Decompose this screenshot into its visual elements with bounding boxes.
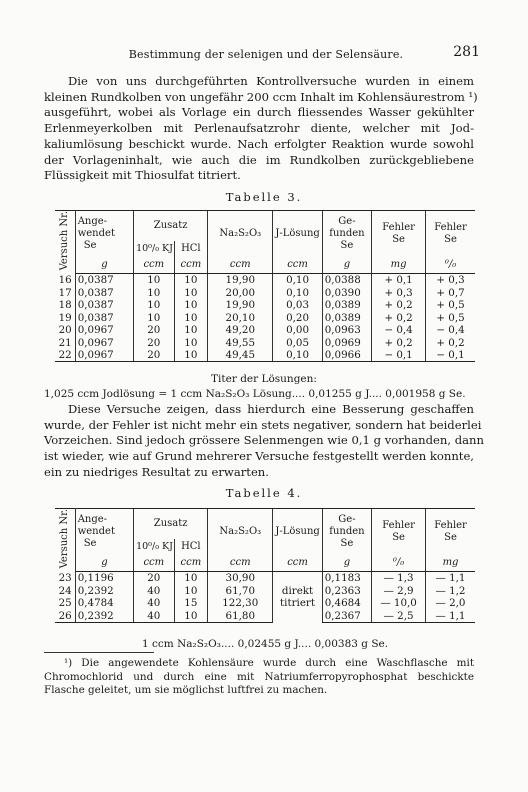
- table-cell: 0,0387: [75, 311, 133, 324]
- paragraph-discussion: [44, 402, 484, 481]
- table-cell: — 2,5: [372, 609, 426, 622]
- unit-cell: ccm: [208, 257, 273, 274]
- row-number: 25: [55, 597, 75, 610]
- table4: [55, 508, 475, 623]
- table-cell: 0,2363: [322, 584, 371, 597]
- text-line: wurde, der Fehler ist nicht mehr ein stets negativer, sondern hat beiderlei: [44, 417, 482, 432]
- text-line: Vorzeichen. Sind jedoch grössere Selenmengen wie 0,1 g vorhanden, dann: [44, 433, 484, 448]
- footnote: [44, 657, 474, 698]
- table-cell: + 0,2: [372, 336, 426, 349]
- header-fehler-se: Fehler Se: [372, 211, 426, 257]
- table-cell: 0,1183: [322, 571, 371, 584]
- header-hcl: HCl: [174, 539, 208, 555]
- table-cell: 40: [134, 597, 174, 610]
- unit-cell: g: [322, 555, 371, 572]
- table-row: [55, 349, 475, 362]
- table-row: [55, 571, 475, 584]
- row-number: 21: [55, 336, 75, 349]
- unit-cell: ccm: [134, 257, 174, 274]
- footnote-line: ¹) Die angewendete Kohlensäure wurde durch eine Waschflasche mit: [64, 657, 474, 669]
- table-cell: 10: [174, 349, 208, 362]
- table-cell: 0,05: [273, 336, 322, 349]
- table-cell: + 0,5: [426, 299, 475, 312]
- table-cell: 61,70: [208, 584, 273, 597]
- header-angewendet: Ange- wendet Se: [75, 509, 133, 555]
- footnote-divider: [44, 652, 154, 653]
- table-cell: 0,10: [273, 273, 322, 286]
- table-cell: 0,0963: [322, 324, 371, 337]
- table-cell: 10: [134, 299, 174, 312]
- text-line: ausgeführt, wobei als Vorlage ein durch fliessendes Wasser gekühlter: [44, 105, 474, 120]
- table-cell: 0,0969: [322, 336, 371, 349]
- table-cell: 49,55: [208, 336, 273, 349]
- header-jlos: J-Lösung: [273, 211, 322, 257]
- table-cell: 0,0390: [322, 286, 371, 299]
- table-row: [55, 299, 475, 312]
- header-gefunden: Ge- funden Se: [322, 211, 371, 257]
- table-cell: 0,0387: [75, 273, 133, 286]
- table-cell: 20: [134, 324, 174, 337]
- table-cell: + 0,2: [426, 336, 475, 349]
- text-line: ein zu niedriges Resultat zu erwarten.: [44, 464, 269, 479]
- unit-cell: mg: [426, 555, 475, 572]
- table-cell: − 0,4: [372, 324, 426, 337]
- table-cell: + 0,2: [372, 299, 426, 312]
- row-number: 18: [55, 299, 75, 312]
- running-title: Bestimmung der selenigen und der Selensäure.: [128, 48, 404, 61]
- table-cell: 10: [134, 311, 174, 324]
- table-cell: 0,0967: [75, 349, 133, 362]
- footnote-line: Flasche geleitet, um sie möglichst luftfrei zu machen.: [44, 684, 328, 696]
- table-cell: 10: [134, 286, 174, 299]
- table-cell: 0,20: [273, 311, 322, 324]
- table-cell: 15: [174, 597, 208, 610]
- table-cell: 0,0387: [75, 299, 133, 312]
- table-cell: — 1,1: [426, 609, 475, 622]
- page-number: 281: [453, 44, 480, 60]
- header-zusatz: Zusatz: [134, 211, 208, 241]
- header-hcl: HCl: [174, 241, 208, 257]
- unit-cell: ccm: [134, 555, 174, 572]
- text-line: kleinen Rundkolben von ungefähr 200 ccm Inhalt im Kohlensäurestrom ¹): [44, 89, 478, 104]
- table-row: [55, 597, 475, 610]
- table-cell: 0,0388: [322, 273, 371, 286]
- table-cell: + 0,7: [426, 286, 475, 299]
- table-cell: + 0,5: [426, 311, 475, 324]
- table-cell: — 2,0: [426, 597, 475, 610]
- table-cell: 40: [134, 584, 174, 597]
- unit-cell: g: [322, 257, 371, 274]
- row-number: 16: [55, 273, 75, 286]
- table-cell: 10: [174, 273, 208, 286]
- table-cell: + 0,1: [372, 273, 426, 286]
- table-row: [55, 609, 475, 622]
- unit-cell: g: [75, 555, 133, 572]
- unit-cell: ccm: [273, 257, 322, 274]
- text-line: Die von uns durchgeführten Kontrollversuche wurden in einem: [68, 74, 474, 88]
- table-cell: — 10,0: [372, 597, 426, 610]
- table-cell: 0,10: [273, 349, 322, 362]
- table-row: [55, 273, 475, 286]
- unit-cell: ccm: [174, 257, 208, 274]
- header-fehler-pct: Fehler Se: [372, 509, 426, 555]
- header-thio: Na₂S₂O₃: [208, 509, 273, 555]
- jlos-note: direkt titriert: [273, 571, 322, 622]
- text-line: der Vorlageninhalt, wie auch die im Rundkolben zurückgebliebene: [44, 152, 474, 167]
- unit-cell: ⁰/₀: [372, 555, 426, 572]
- table-cell: 20,10: [208, 311, 273, 324]
- header-versuch: Versuch Nr.: [55, 211, 75, 274]
- header-angewendet: Ange- wendet Se: [75, 211, 133, 257]
- titer-line: 1 ccm Na₂S₂O₃.... 0,02455 g J.... 0,00383 g Se.: [142, 638, 389, 650]
- table-cell: 10: [174, 299, 208, 312]
- row-number: 19: [55, 311, 75, 324]
- text-line: Erlenmeyerkolben mit Perlenaufsatzrohr diente, welcher mit Jod-: [44, 121, 474, 136]
- table-cell: 10: [174, 609, 208, 622]
- table-cell: 0,0389: [322, 311, 371, 324]
- table-cell: 10: [134, 273, 174, 286]
- table-cell: 20: [134, 571, 174, 584]
- table-cell: 10: [174, 584, 208, 597]
- unit-cell: g: [75, 257, 133, 274]
- table-cell: 49,45: [208, 349, 273, 362]
- unit-cell: ccm: [273, 555, 322, 572]
- table-cell: 20,00: [208, 286, 273, 299]
- table-cell: + 0,3: [372, 286, 426, 299]
- header-zusatz: Zusatz: [134, 509, 208, 539]
- header-versuch: Versuch Nr.: [55, 509, 75, 572]
- table-cell: 0,00: [273, 324, 322, 337]
- table-cell: 49,20: [208, 324, 273, 337]
- table-cell: 10: [174, 286, 208, 299]
- table-cell: 122,30: [208, 597, 273, 610]
- table-cell: 10: [174, 311, 208, 324]
- table-cell: — 1,3: [372, 571, 426, 584]
- unit-cell: ccm: [208, 555, 273, 572]
- table-row: [55, 336, 475, 349]
- table3-caption: Tabelle 3.: [225, 190, 303, 204]
- running-header: [52, 44, 480, 61]
- table-cell: 10: [174, 571, 208, 584]
- header-fehler-mg: Fehler Se: [426, 509, 475, 555]
- table-row: [55, 311, 475, 324]
- table-cell: 0,03: [273, 299, 322, 312]
- table-cell: 19,90: [208, 299, 273, 312]
- unit-cell: mg: [372, 257, 426, 274]
- text-line: kaliumlösung beschickt wurde. Nach erfolgter Reaktion wurde sowohl: [44, 136, 474, 151]
- table-cell: − 0,4: [426, 324, 475, 337]
- table-cell: 0,4784: [75, 597, 133, 610]
- table-cell: — 1,2: [426, 584, 475, 597]
- table-cell: 40: [134, 609, 174, 622]
- table-cell: 0,2367: [322, 609, 371, 622]
- table-cell: 10: [174, 336, 208, 349]
- table-cell: + 0,2: [372, 311, 426, 324]
- header-kj: 10⁰/₀ KJ: [134, 241, 174, 257]
- text-line: ist wieder, wie auf Grund mehrerer Versuche festgestellt werden konnte,: [44, 449, 474, 464]
- table-cell: 0,0966: [322, 349, 371, 362]
- table-cell: + 0,3: [426, 273, 475, 286]
- table-cell: − 0,1: [372, 349, 426, 362]
- table-cell: 0,0389: [322, 299, 371, 312]
- table-cell: — 1,1: [426, 571, 475, 584]
- header-gefunden: Ge- funden Se: [322, 509, 371, 555]
- header-jlos: J-Lösung: [273, 509, 322, 555]
- table-cell: 0,0387: [75, 286, 133, 299]
- table-cell: 0,0967: [75, 336, 133, 349]
- table-cell: — 2,9: [372, 584, 426, 597]
- table-cell: 61,80: [208, 609, 273, 622]
- unit-cell: ccm: [174, 555, 208, 572]
- text-line: Diese Versuche zeigen, dass hierdurch eine Besserung geschaffen: [68, 402, 474, 416]
- row-number: 24: [55, 584, 75, 597]
- table-cell: 0,4684: [322, 597, 371, 610]
- table-cell: 0,1196: [75, 571, 133, 584]
- paragraph-intro: [44, 74, 478, 184]
- table-cell: 0,0967: [75, 324, 133, 337]
- row-number: 17: [55, 286, 75, 299]
- header-kj: 10⁰/₀ KJ: [134, 539, 174, 555]
- table-cell: 19,90: [208, 273, 273, 286]
- table-cell: 0,2392: [75, 584, 133, 597]
- table-row: [55, 584, 475, 597]
- row-number: 22: [55, 349, 75, 362]
- titer-line: 1,025 ccm Jodlösung = 1 ccm Na₂S₂O₃ Lösung.... 0,01255 g J.... 0,001958 g Se.: [44, 388, 466, 400]
- titer-heading: Titer der Lösungen:: [211, 373, 317, 385]
- row-number: 26: [55, 609, 75, 622]
- table-row: [55, 286, 475, 299]
- table-cell: 0,2392: [75, 609, 133, 622]
- row-number: 23: [55, 571, 75, 584]
- row-number: 20: [55, 324, 75, 337]
- table-cell: 30,90: [208, 571, 273, 584]
- table3: [55, 210, 475, 362]
- footnote-line: Chromochlorid und durch eine mit Natriumferropyrophosphat beschickte: [44, 670, 474, 683]
- table-cell: 10: [174, 324, 208, 337]
- table-cell: 0,10: [273, 286, 322, 299]
- table-cell: 20: [134, 349, 174, 362]
- table-cell: 20: [134, 336, 174, 349]
- table-row: [55, 324, 475, 337]
- header-thio: Na₂S₂O₃: [208, 211, 273, 257]
- text-line: Flüssigkeit mit Thiosulfat titriert.: [44, 168, 241, 183]
- header-fehler-pct: Fehler Se: [426, 211, 475, 257]
- table4-caption: Tabelle 4.: [225, 486, 303, 500]
- unit-cell: ⁰/₀: [426, 257, 475, 274]
- table-cell: − 0,1: [426, 349, 475, 362]
